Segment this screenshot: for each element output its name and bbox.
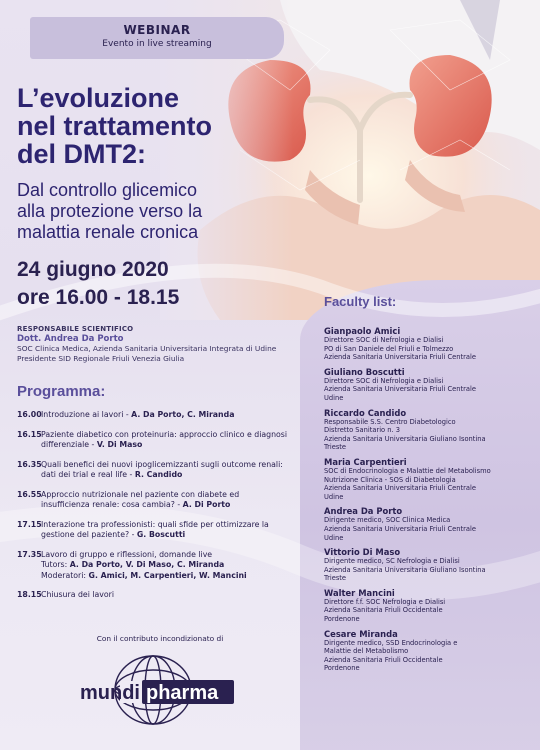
webinar-title: WEBINAR — [123, 23, 191, 37]
faculty-member — [324, 588, 534, 624]
session-text: insufficienza renale: cosa cambia? - — [41, 500, 183, 509]
faculty-affiliation: Pordenone — [324, 664, 360, 673]
programma-text — [41, 410, 317, 421]
subtitle-line: Dal controllo glicemico — [17, 180, 198, 200]
faculty-member — [324, 629, 534, 673]
programma-time: 17.15 — [17, 519, 42, 529]
faculty-list — [324, 326, 534, 678]
programma-line — [41, 490, 317, 501]
faculty-affiliation: Distretto Sanitario n. 3 — [324, 426, 401, 435]
speaker-names: A. Di Porto — [182, 500, 231, 509]
subtitle-line: malattia renale cronica — [17, 222, 199, 242]
faculty-affiliation: Azienda Sanitaria Universitaria Friuli Centrale — [324, 353, 476, 362]
faculty-affiliation: PO di San Daniele del Friuli e Tolmezzo — [324, 344, 454, 353]
faculty-name: Walter Mancini — [324, 587, 395, 598]
webinar-subtitle: Evento in live streaming — [102, 39, 212, 49]
scientific-director — [17, 324, 317, 364]
faculty-affiliation: Direttore f.f. SOC Nefrologia e Dialisi — [324, 597, 446, 606]
programma-text — [41, 430, 317, 451]
speaker-names: R. Candido — [134, 470, 183, 479]
faculty-affiliation: Udine — [324, 492, 344, 501]
faculty-affiliation: Azienda Sanitaria Universitaria Friuli Centrale — [324, 385, 476, 394]
speaker-names: A. Da Porto, C. Miranda — [131, 410, 235, 419]
faculty-affiliation: Azienda Sanitaria Universitaria Friuli Centrale — [324, 524, 476, 533]
scientific-director-label: RESPONSABILE SCIENTIFICO — [17, 325, 134, 333]
faculty-affiliation: Responsabile S.S. Centro Diabetologico — [324, 417, 456, 426]
programma-item — [17, 590, 317, 601]
scientific-director-affiliation: SOC Clinica Medica, Azienda Sanitaria Universitaria Integrata di Udine — [17, 344, 277, 353]
programma-time: 16.35 — [17, 459, 42, 469]
faculty-affiliation: Azienda Sanitaria Universitaria Friuli Centrale — [324, 484, 476, 493]
faculty-heading: Faculty list: — [324, 294, 397, 309]
faculty-affiliation: Azienda Sanitaria Friuli Occidentale — [324, 655, 443, 664]
programma-item — [17, 490, 317, 511]
faculty-affiliation: Direttore SOC di Nefrologia e Dialisi — [324, 336, 444, 344]
subtitle-line: alla protezione verso la — [17, 201, 203, 221]
faculty-affiliation: Azienda Sanitaria Friuli Occidentale — [324, 606, 443, 615]
faculty-member — [324, 506, 534, 542]
programma-line — [41, 440, 317, 451]
faculty-affiliation: Udine — [324, 393, 344, 402]
session-text: Interazione tra professionisti: quali sfide per ottimizzare la — [41, 519, 269, 529]
speaker-names: V. Di Maso — [96, 440, 143, 449]
programma-time: 16.55 — [17, 489, 42, 499]
programma-item — [17, 430, 317, 451]
programma-time: 16.00 — [17, 410, 42, 419]
title-line: nel trattamento — [17, 111, 213, 141]
title-line: L’evoluzione — [17, 83, 180, 113]
faculty-affiliation: SOC di Endocrinologia e Malattie del Metabolismo — [324, 466, 491, 475]
programma-item — [17, 460, 317, 481]
programma-time: 17.35 — [17, 549, 42, 559]
faculty-affiliation: Trieste — [324, 443, 347, 452]
logo-word-pharma: pharma — [146, 682, 219, 704]
programma-time: 16.15 — [17, 429, 42, 439]
sponsor-note: Con il contributo incondizionato di — [96, 634, 224, 643]
faculty-affiliation: Dirigente medico, SOC Clinica Medica — [324, 516, 451, 525]
programma-line — [41, 470, 317, 481]
faculty-member — [324, 547, 534, 583]
title-line: del DMT2: — [17, 139, 147, 169]
programma-line — [41, 520, 317, 531]
mundipharma-logo — [78, 650, 238, 730]
session-text: gestione del paziente? - — [41, 530, 137, 539]
speaker-names: A. Da Porto, V. Di Maso, C. Miranda — [69, 560, 225, 569]
programma-list — [17, 410, 317, 610]
faculty-affiliation: Pordenone — [324, 615, 360, 624]
programma-line — [41, 410, 317, 421]
faculty-affiliation: Direttore SOC di Nefrologia e Dialisi — [324, 376, 444, 385]
programma-line — [41, 500, 317, 511]
programma-line — [41, 590, 317, 601]
scientific-director-role: Presidente SID Regionale Friuli Venezia Giulia — [17, 354, 185, 363]
faculty-name: Cesare Miranda — [324, 628, 398, 639]
faculty-affiliation: Azienda Sanitaria Universitaria Giuliano Isontina — [324, 565, 486, 574]
event-time: ore 16.00 - 18.15 — [17, 286, 180, 309]
faculty-member — [324, 457, 534, 501]
faculty-affiliation: Udine — [324, 533, 344, 542]
programma-item — [17, 550, 317, 582]
faculty-member — [324, 367, 534, 403]
faculty-member — [324, 408, 534, 452]
session-text: Quali benefici dei nuovi ipoglicemizzanti sugli outcome renali: — [41, 459, 283, 469]
session-text: dati dei trial e real life - — [41, 470, 135, 479]
programma-time: 18.15 — [17, 590, 42, 599]
faculty-affiliation: Dirigente medico, SSD Endocrinologia e — [324, 638, 458, 647]
faculty-name: Riccardo Candido — [324, 407, 407, 418]
session-text: Paziente diabetico con proteinuria: approccio clinico e diagnosi — [41, 429, 288, 439]
webinar-badge — [30, 17, 284, 59]
session-text: Introduzione ai lavori - — [41, 410, 132, 419]
programma-line — [41, 550, 317, 561]
programma-line — [41, 530, 317, 541]
programma-text — [41, 460, 317, 481]
page-title — [17, 84, 317, 168]
session-text: differenziale - — [41, 440, 97, 449]
faculty-affiliation: Dirigente medico, SC Nefrologia e Dialisi — [324, 557, 460, 566]
programma-heading: Programma: — [17, 383, 106, 400]
session-text: Approccio nutrizionale nel paziente con diabete ed — [41, 489, 240, 499]
faculty-name: Maria Carpentieri — [324, 456, 407, 467]
faculty-name: Giuliano Boscutti — [324, 366, 405, 377]
programma-line — [41, 460, 317, 471]
programma-item — [17, 520, 317, 541]
event-date: 24 giugno 2020 — [17, 258, 169, 281]
page-subtitle — [17, 180, 317, 243]
programma-line — [41, 560, 317, 571]
session-text: Tutors: — [41, 560, 70, 569]
programma-line — [41, 571, 317, 582]
session-text: Lavoro di gruppo e riflessioni, domande live — [41, 549, 213, 559]
speaker-names: G. Boscutti — [136, 530, 186, 539]
faculty-affiliation: Malattie del Metabolismo — [324, 647, 409, 656]
session-text: Moderatori: — [41, 570, 89, 580]
programma-text — [41, 520, 317, 541]
faculty-affiliation: Nutrizione Clinica - SOS di Diabetologia — [324, 475, 456, 484]
faculty-affiliation: Azienda Sanitaria Universitaria Giuliano Isontina — [324, 434, 486, 443]
programma-item — [17, 410, 317, 421]
logo-word-mundi: mundi — [80, 682, 140, 704]
faculty-member — [324, 326, 534, 362]
programma-line — [41, 430, 317, 441]
programma-text — [41, 490, 317, 511]
faculty-name: Gianpaolo Amici — [324, 326, 401, 336]
session-text: Chiusura dei lavori — [41, 590, 115, 599]
faculty-name: Vittorio Di Maso — [324, 547, 401, 558]
scientific-director-name: Dott. Andrea Da Porto — [17, 334, 124, 344]
programma-text — [41, 550, 317, 582]
faculty-name: Andrea Da Porto — [324, 506, 403, 517]
speaker-names: G. Amici, M. Carpentieri, W. Mancini — [88, 570, 247, 580]
faculty-affiliation: Trieste — [324, 574, 347, 583]
programma-text — [41, 590, 317, 601]
